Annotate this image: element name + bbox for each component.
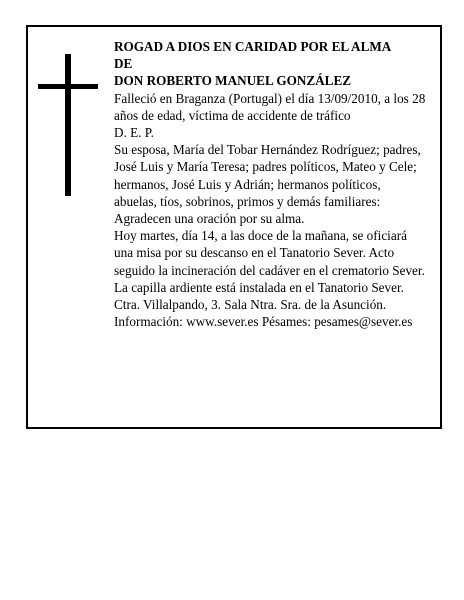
latin-cross-icon — [38, 54, 98, 196]
notice-mass-details: Hoy martes, día 14, a las doce de la mañana, se oficiará una misa por su descanso en el Tanatorio Sever. Acto seguido la incineración del cadáver en el crematorio Sever. — [114, 228, 425, 278]
cross-vertical-bar — [65, 54, 71, 196]
notice-prayer-request: Agradecen una oración por su alma. — [114, 211, 305, 227]
cross-horizontal-bar — [38, 84, 98, 89]
notice-heading-line-2: DE — [114, 56, 133, 72]
notice-heading-line-1: ROGAD A DIOS EN CARIDAD POR EL ALMA — [114, 39, 392, 54]
notice-family: Su esposa, María del Tobar Hernández Rodríguez; padres, José Luis y María Teresa; padres políticos, Mateo y Cele; hermanos, José Luis y Adrián; hermanos políticos, abuelas, tíos, sobrinos, primos y demás familiares: — [114, 142, 421, 209]
notice-death-details: Falleció en Braganza (Portugal) el día 13/09/2010, a los 28 años de edad, víctima de accidente de tráfico — [114, 90, 426, 123]
notice-heading-deceased-name: DON ROBERTO MANUEL GONZÁLEZ — [114, 73, 352, 89]
notice-rip: D. E. P. — [114, 125, 154, 141]
obituary-text — [114, 38, 426, 330]
notice-chapel-info: La capilla ardiente está instalada en el Tanatorio Sever. Ctra. Villalpando, 3. Sala Ntra. Sra. de la Asunción. Información: www.sever.es Pésames: pesames@sever.es — [114, 279, 413, 330]
